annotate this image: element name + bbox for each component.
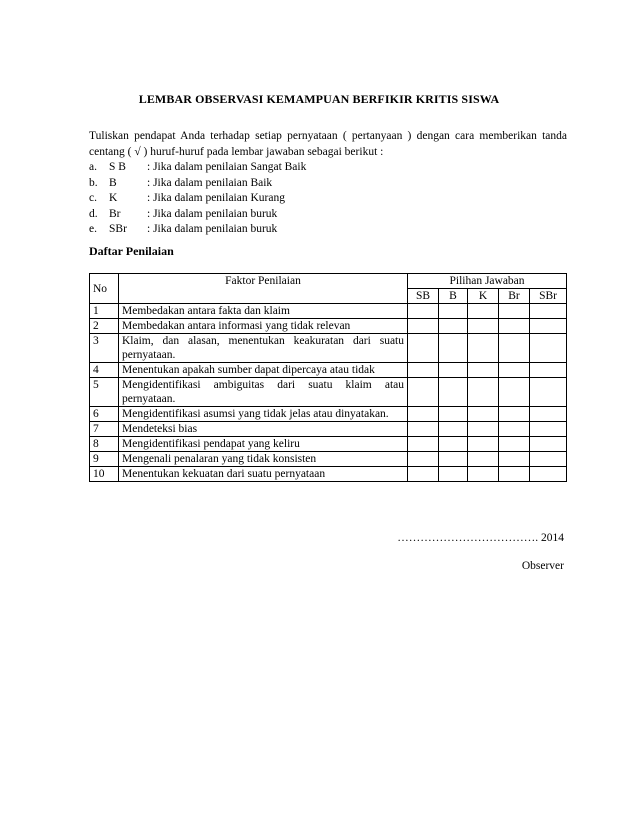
list-title: Daftar Penilaian [89, 244, 174, 258]
choice-cell-sb[interactable] [408, 467, 439, 482]
row-number: 10 [90, 467, 119, 482]
choice-cell-b[interactable] [439, 437, 468, 452]
table-row [90, 378, 567, 407]
choice-cell-b[interactable] [439, 378, 468, 407]
legend-letter: e. [89, 223, 97, 235]
page-title: LEMBAR OBSERVASI KEMAMPUAN BERFIKIR KRITIS SISWA [138, 92, 500, 106]
choice-cell-sbr[interactable] [530, 407, 567, 422]
rating-legend [89, 160, 306, 238]
col-header-k: K [468, 289, 499, 304]
choice-cell-b[interactable] [439, 363, 468, 378]
choice-cell-sb[interactable] [408, 437, 439, 452]
row-number: 2 [90, 319, 119, 334]
instructions [89, 128, 567, 160]
legend-letter: c. [89, 192, 97, 204]
row-number: 9 [90, 452, 119, 467]
legend-code: SBr [109, 223, 127, 235]
legend-item [89, 222, 306, 238]
legend-desc: : Jika dalam penilaian Baik [147, 176, 273, 189]
choice-cell-br[interactable] [499, 363, 530, 378]
row-number: 7 [90, 422, 119, 437]
choice-cell-k[interactable] [468, 437, 499, 452]
legend-desc: : Jika dalam penilaian buruk [147, 223, 278, 235]
row-factor: Klaim, dan alasan, menentukan keakuratan dari suatu pernyataan. [119, 334, 408, 363]
row-factor: Mengidentifikasi pendapat yang keliru [119, 437, 408, 452]
col-header-br: Br [499, 289, 530, 304]
choice-cell-k[interactable] [468, 319, 499, 334]
choice-cell-k[interactable] [468, 378, 499, 407]
choice-cell-k[interactable] [468, 363, 499, 378]
row-factor: Mendeteksi bias [119, 422, 408, 437]
choice-cell-sbr[interactable] [530, 378, 567, 407]
choice-cell-sb[interactable] [408, 407, 439, 422]
table-row [90, 334, 567, 363]
col-header-factor: Faktor Penilaian [119, 274, 408, 304]
choice-cell-b[interactable] [439, 334, 468, 363]
choice-cell-k[interactable] [468, 467, 499, 482]
choice-cell-sbr[interactable] [530, 319, 567, 334]
choice-cell-k[interactable] [468, 422, 499, 437]
choice-cell-sbr[interactable] [530, 437, 567, 452]
choice-cell-br[interactable] [499, 422, 530, 437]
row-number: 8 [90, 437, 119, 452]
choice-cell-br[interactable] [499, 319, 530, 334]
legend-letter: d. [89, 207, 98, 220]
table-row [90, 363, 567, 378]
choice-cell-br[interactable] [499, 407, 530, 422]
row-number: 1 [90, 304, 119, 319]
choice-cell-b[interactable] [439, 452, 468, 467]
choice-cell-b[interactable] [439, 304, 468, 319]
legend-item [89, 207, 306, 223]
col-header-b: B [439, 289, 468, 304]
choice-cell-br[interactable] [499, 378, 530, 407]
choice-cell-br[interactable] [499, 304, 530, 319]
table-row [90, 319, 567, 334]
legend-item [89, 160, 306, 176]
col-header-sb: SB [408, 289, 439, 304]
choice-cell-sbr[interactable] [530, 452, 567, 467]
choice-cell-k[interactable] [468, 304, 499, 319]
assessment-table [89, 273, 567, 482]
choice-cell-sb[interactable] [408, 334, 439, 363]
legend-item [89, 176, 306, 192]
col-header-sbr: SBr [530, 289, 567, 304]
table-row [90, 437, 567, 452]
choice-cell-b[interactable] [439, 467, 468, 482]
choice-cell-k[interactable] [468, 334, 499, 363]
row-factor: Membedakan antara informasi yang tidak relevan [119, 319, 408, 334]
choice-cell-br[interactable] [499, 437, 530, 452]
col-header-choice: Pilihan Jawaban [408, 274, 567, 289]
row-factor: Membedakan antara fakta dan klaim [119, 304, 408, 319]
choice-cell-sbr[interactable] [530, 363, 567, 378]
row-factor: Menentukan kekuatan dari suatu pernyataan [119, 467, 408, 482]
row-factor: Mengenali penalaran yang tidak konsisten [119, 452, 408, 467]
choice-cell-br[interactable] [499, 452, 530, 467]
choice-cell-b[interactable] [439, 407, 468, 422]
row-factor: Mengidentifikasi asumsi yang tidak jelas atau dinyatakan. [119, 407, 408, 422]
row-number: 3 [90, 334, 119, 363]
choice-cell-sb[interactable] [408, 452, 439, 467]
legend-code: S B [109, 161, 126, 173]
legend-desc: : Jika dalam penilaian Sangat Baik [147, 161, 307, 173]
choice-cell-sbr[interactable] [530, 334, 567, 363]
legend-letter: a. [89, 161, 97, 173]
table-row [90, 407, 567, 422]
row-number: 5 [90, 378, 119, 407]
choice-cell-sbr[interactable] [530, 422, 567, 437]
choice-cell-k[interactable] [468, 452, 499, 467]
table-row [90, 452, 567, 467]
row-factor: Mengidentifikasi ambiguitas dari suatu klaim atau pernyataan. [119, 378, 408, 407]
observer-label: Observer [521, 560, 564, 572]
table-header-row [90, 274, 567, 289]
table-row [90, 467, 567, 482]
legend-desc: : Jika dalam penilaian buruk [147, 207, 278, 220]
row-factor: Menentukan apakah sumber dapat dipercaya atau tidak [119, 363, 408, 378]
legend-item [89, 191, 306, 207]
legend-letter: b. [89, 176, 98, 189]
legend-code: Br [109, 207, 121, 220]
legend-desc: : Jika dalam penilaian Kurang [147, 192, 285, 204]
choice-cell-sbr[interactable] [530, 467, 567, 482]
choice-cell-sb[interactable] [408, 378, 439, 407]
choice-cell-b[interactable] [439, 319, 468, 334]
instructions-text: Tuliskan pendapat Anda terhadap setiap pernyataan ( pertanyaan ) dengan cara memberikan tanda centang ( √ ) huruf-huruf pada lembar jawaban sebagai berikut : [89, 130, 567, 158]
col-header-no: No [90, 274, 119, 304]
choice-cell-sb[interactable] [408, 304, 439, 319]
choice-cell-k[interactable] [468, 407, 499, 422]
choice-cell-sbr[interactable] [530, 304, 567, 319]
row-number: 4 [90, 363, 119, 378]
choice-cell-br[interactable] [499, 467, 530, 482]
legend-code: K [109, 192, 118, 204]
choice-cell-sb[interactable] [408, 363, 439, 378]
choice-cell-sb[interactable] [408, 319, 439, 334]
row-number: 6 [90, 407, 119, 422]
table-row [90, 422, 567, 437]
date-line: ………………………………. 2014 [397, 532, 564, 544]
choice-cell-br[interactable] [499, 334, 530, 363]
table-row [90, 304, 567, 319]
choice-cell-sb[interactable] [408, 422, 439, 437]
legend-code: B [109, 176, 117, 189]
choice-cell-b[interactable] [439, 422, 468, 437]
